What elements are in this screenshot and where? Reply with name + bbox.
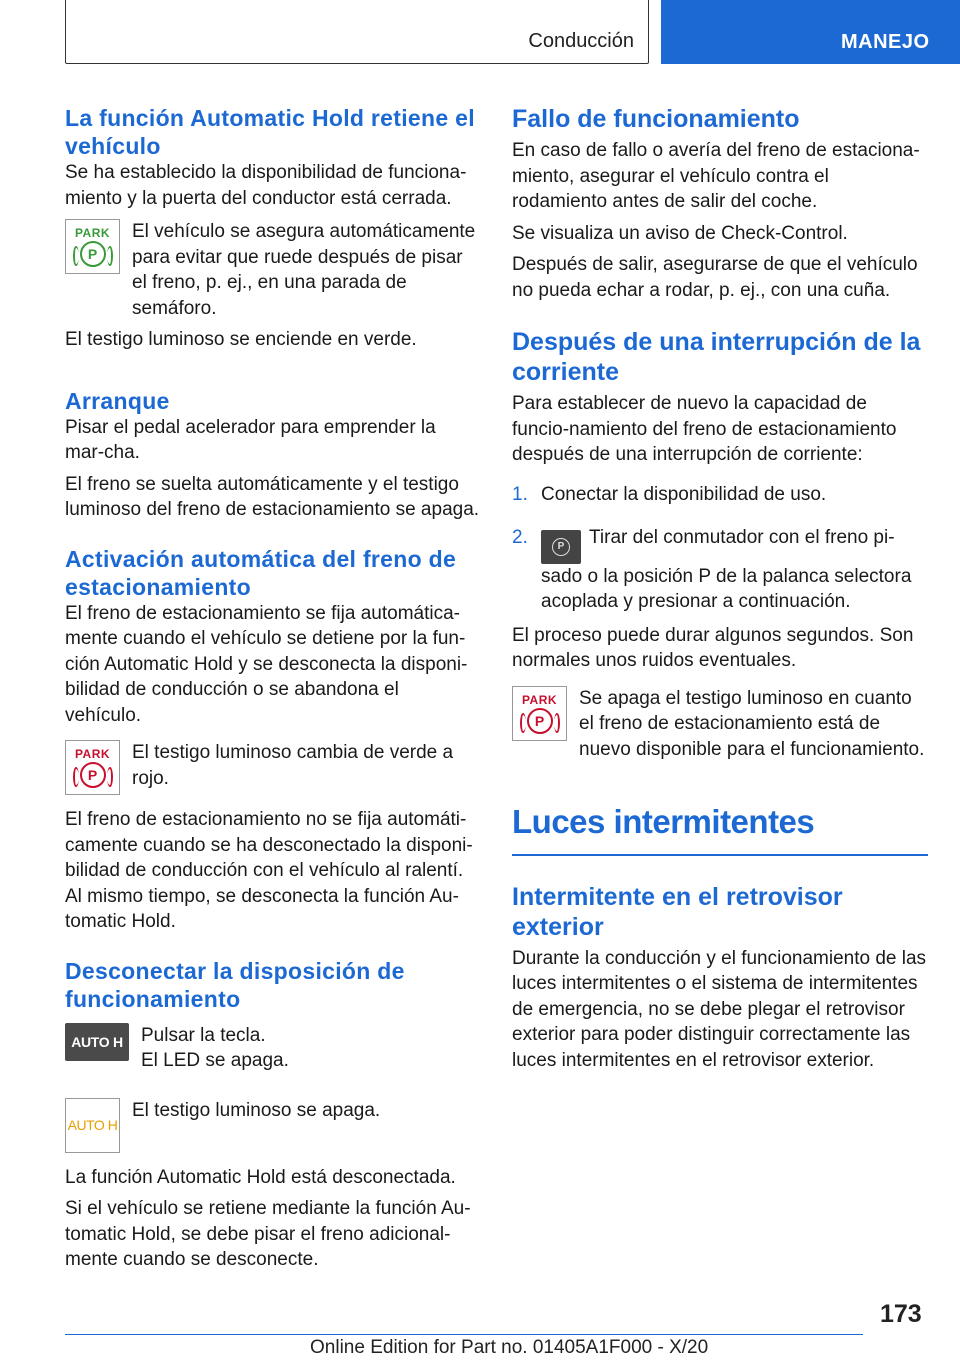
text-led-off: El LED se apaga.: [141, 1050, 289, 1071]
text-lamp-off: El testigo luminoso se apaga.: [132, 1099, 381, 1121]
section-rule: [512, 854, 928, 856]
right-column: [512, 104, 928, 1073]
park-label: PARK: [74, 226, 111, 240]
list-item: [512, 482, 928, 508]
park-brake-red-icon: PARK P: [512, 686, 567, 741]
auto-h-button-row: [65, 1023, 480, 1074]
text-auto: El freno de estacionamiento se fija automática-mente cuando el vehículo se detiene por la fun-ción Automatic Hold y se desconecta la disponi-bilidad de conducción o se abandona el vehículo.: [65, 602, 468, 726]
page-number: 173: [880, 1300, 922, 1328]
parking-brake-switch-icon: P: [541, 530, 581, 564]
footer-edition: Online Edition for Part no. 01405A1F000 - X/20: [310, 1337, 709, 1358]
heading-start: Arranque: [65, 387, 170, 414]
auto-h-lamp-row: [65, 1098, 480, 1153]
list-number: 2.: [512, 527, 528, 548]
header-section-title: Conducción: [528, 30, 634, 52]
auto-hold-button-icon: AUTO H: [65, 1023, 129, 1061]
header-chapter-box: [661, 0, 960, 64]
text-start-1: Pisar el pedal acelerador para emprender la mar-cha.: [65, 416, 436, 463]
text-disconnect-2: Si el vehículo se retiene mediante la función Au-tomatic Hold, se debe pisar el freno adicional-mente cuando se desconecte.: [65, 1198, 471, 1270]
text-failure-3: Después de salir, asegurarse de que el vehículo no pueda echar a rodar, p. ej., con una cuña.: [512, 254, 918, 301]
heading-failure: Fallo de funcionamiento: [512, 105, 800, 133]
auto-indicator-row: [65, 740, 480, 795]
heading-mirror-signal: Intermitente en el retrovisor exterior: [512, 882, 843, 941]
text-power: Para establecer de nuevo la capacidad de funcio-namiento del freno de estacionamiento después de una interrupción de corriente:: [512, 393, 897, 465]
hold-indicator-row: [65, 219, 480, 321]
text-power-2: El proceso puede durar algunos segundos. Son normales unos ruidos eventuales.: [512, 624, 914, 672]
text-hold-green: El testigo luminoso se enciende en verde.: [65, 329, 417, 350]
text-disconnect-1: La función Automatic Hold está desconectada.: [65, 1166, 456, 1188]
power-indicator-row: [512, 686, 928, 763]
text-auto-2: El freno de estacionamiento no se fija automáti-camente cuando se ha desconectado la disponi-bilidad de conducción con el vehículo al ralentí. Al mismo tiempo, se desconecta la función Au-tomatic Hold.: [65, 809, 473, 932]
auto-hold-lamp-icon: AUTO H: [65, 1098, 120, 1153]
park-label: PARK: [521, 692, 558, 707]
text-mirror: Durante la conducción y el funcionamiento de las luces intermitentes o el sistema de intermitentes de emergencia, no se debe plegar el retrovisor exterior para poder distinguir correctamente las luces intermitentes en el retrovisor exterior.: [512, 947, 927, 1071]
heading-turn-signals: Luces intermitentes: [512, 803, 815, 841]
list-text: Tirar del conmutador con el freno pi-sado o la posición P de la palanca selectora acoplada y presionar a continuación.: [541, 527, 912, 613]
text-hold-intro: Se ha establecido la disponibilidad de funciona-miento y la puerta del conductor está cerrada.: [65, 162, 467, 209]
text-failure-1: En caso de fallo o avería del freno de estaciona-miento, asegurar el vehículo contra el rodamiento antes de salir del coche.: [512, 140, 920, 212]
list-number: 1.: [512, 483, 528, 505]
list-text: Conectar la disponibilidad de uso.: [541, 483, 827, 505]
text-auto-icon: El testigo luminoso cambia de verde a rojo.: [132, 742, 454, 789]
park-brake-red-icon: PARK P: [65, 740, 120, 795]
header-chapter-title: MANEJO: [841, 31, 930, 53]
heading-auto-activation: Activación automática del freno de estacionamiento: [65, 545, 457, 600]
left-column: [65, 104, 480, 1273]
heading-disconnect: Desconectar la disposición de funcionamiento: [65, 957, 405, 1012]
header-section-box: [65, 0, 649, 64]
park-brake-green-icon: PARK P: [65, 219, 120, 274]
heading-power-interruption: Después de una interrupción de la corriente: [512, 328, 921, 386]
list-item: [512, 525, 928, 615]
text-failure-2: Se visualiza un aviso de Check-Control.: [512, 222, 848, 244]
text-press-button: Pulsar la tecla.: [141, 1024, 266, 1046]
heading-automatic-hold: La función Automatic Hold retiene el vehículo: [65, 105, 475, 159]
text-power-icon: Se apaga el testigo luminoso en cuanto el freno de estacionamiento está de nuevo disponible para el funcionamiento.: [579, 687, 925, 760]
park-label: PARK: [74, 747, 111, 761]
text-start-2: El freno se suelta automáticamente y el testigo luminoso del freno de estacionamiento se apaga.: [65, 473, 480, 520]
footer-rule: [65, 1334, 863, 1335]
text-hold-icon: El vehículo se asegura automáticamente para evitar que ruede después de pisar el freno, p. ej., en una parada de semáforo.: [132, 221, 476, 319]
